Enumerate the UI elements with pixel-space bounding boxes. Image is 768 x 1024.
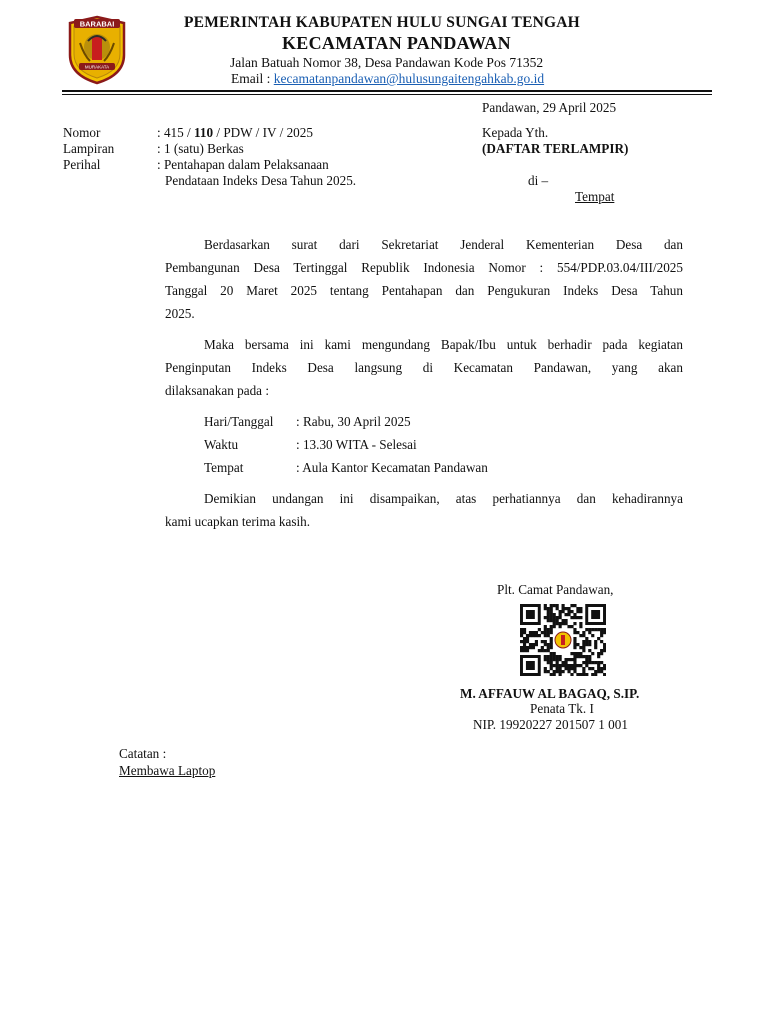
email-label: Email : [231, 71, 274, 86]
detail-venue-label: Tempat [204, 460, 244, 475]
recipient-di: di – [528, 173, 549, 188]
perihal-value-line2: Pendataan Indeks Desa Tahun 2025. [165, 173, 357, 188]
detail-time-label: Waktu [204, 437, 239, 452]
recipient-name: (DAFTAR TERLAMPIR) [482, 141, 629, 156]
paragraph-1-line-2: Pembangunan Desa Tertinggal Republik Indonesia Nomor : 554/PDP.03.04/III/2025 [165, 260, 683, 275]
letter-date: Pandawan, 29 April 2025 [482, 100, 617, 115]
note-label: Catatan : [119, 746, 167, 761]
signatory-nip: NIP. 19920227 201507 1 001 [473, 717, 628, 732]
nomor-label: Nomor [63, 125, 101, 140]
detail-venue-value: : Aula Kantor Kecamatan Pandawan [296, 460, 488, 475]
letterhead-address: Jalan Batuah Nomor 38, Desa Pandawan Kode Pos 71352 [230, 55, 544, 70]
paragraph-2-line-2: Penginputan Indeks Desa langsung di Kecamatan Pandawan, yang akan [165, 360, 683, 375]
signature-qr-code [520, 604, 606, 676]
email-link[interactable]: kecamatanpandawan@hulusungaitengahkab.go.id [273, 71, 545, 86]
logo-text: BARABAI [79, 19, 115, 29]
letterhead-government-title: PEMERINTAH KABUPATEN HULU SUNGAI TENGAH [184, 14, 580, 31]
detail-day-date-label: Hari/Tanggal [204, 414, 274, 429]
paragraph-2-line-3: dilaksanakan pada : [165, 383, 269, 398]
paragraph-3-line-1: Demikian undangan ini disampaikan, atas perhatiannya dan kehadirannya [204, 491, 683, 506]
note-text: Membawa Laptop [119, 763, 216, 778]
perihal-value-line1: : Pentahapan dalam Pelaksanaan [157, 157, 329, 172]
recipient-place: Tempat [575, 189, 615, 204]
letterhead-divider-thin [62, 94, 712, 95]
paragraph-1-line-1: Berdasarkan surat dari Sekretariat Jenderal Kementerian Desa dan [204, 237, 683, 252]
paragraph-3-line-2: kami ucapkan terima kasih. [165, 514, 311, 529]
perihal-label: Perihal [63, 157, 101, 172]
nomor-value: : 415 / 110 / PDW / IV / 2025 [157, 125, 313, 140]
letterhead-district-title: KECAMATAN PANDAWAN [282, 33, 511, 53]
lampiran-label: Lampiran [63, 141, 115, 156]
paragraph-2-line-1: Maka bersama ini kami mengundang Bapak/Ibu untuk berhadir pada kegiatan [204, 337, 683, 352]
regency-emblem-logo [66, 15, 128, 85]
letterhead-divider-thick [62, 90, 712, 92]
lampiran-value: : 1 (satu) Berkas [157, 141, 244, 156]
signatory-name: M. AFFAUW AL BAGAQ, S.IP. [460, 686, 640, 701]
signature-title: Plt. Camat Pandawan, [497, 582, 614, 597]
paragraph-1-line-3: Tanggal 20 Maret 2025 tentang Pentahapan dan Pengukuran Indeks Desa Tahun [165, 283, 683, 298]
detail-time-value: : 13.30 WITA - Selesai [296, 437, 417, 452]
logo-subtext: MURAKATA [84, 64, 110, 70]
detail-day-date-value: : Rabu, 30 April 2025 [296, 414, 411, 429]
letterhead-email-line [231, 71, 544, 87]
signatory-rank: Penata Tk. I [530, 701, 594, 716]
recipient-greeting: Kepada Yth. [482, 125, 549, 140]
paragraph-1-line-4: 2025. [165, 306, 195, 321]
